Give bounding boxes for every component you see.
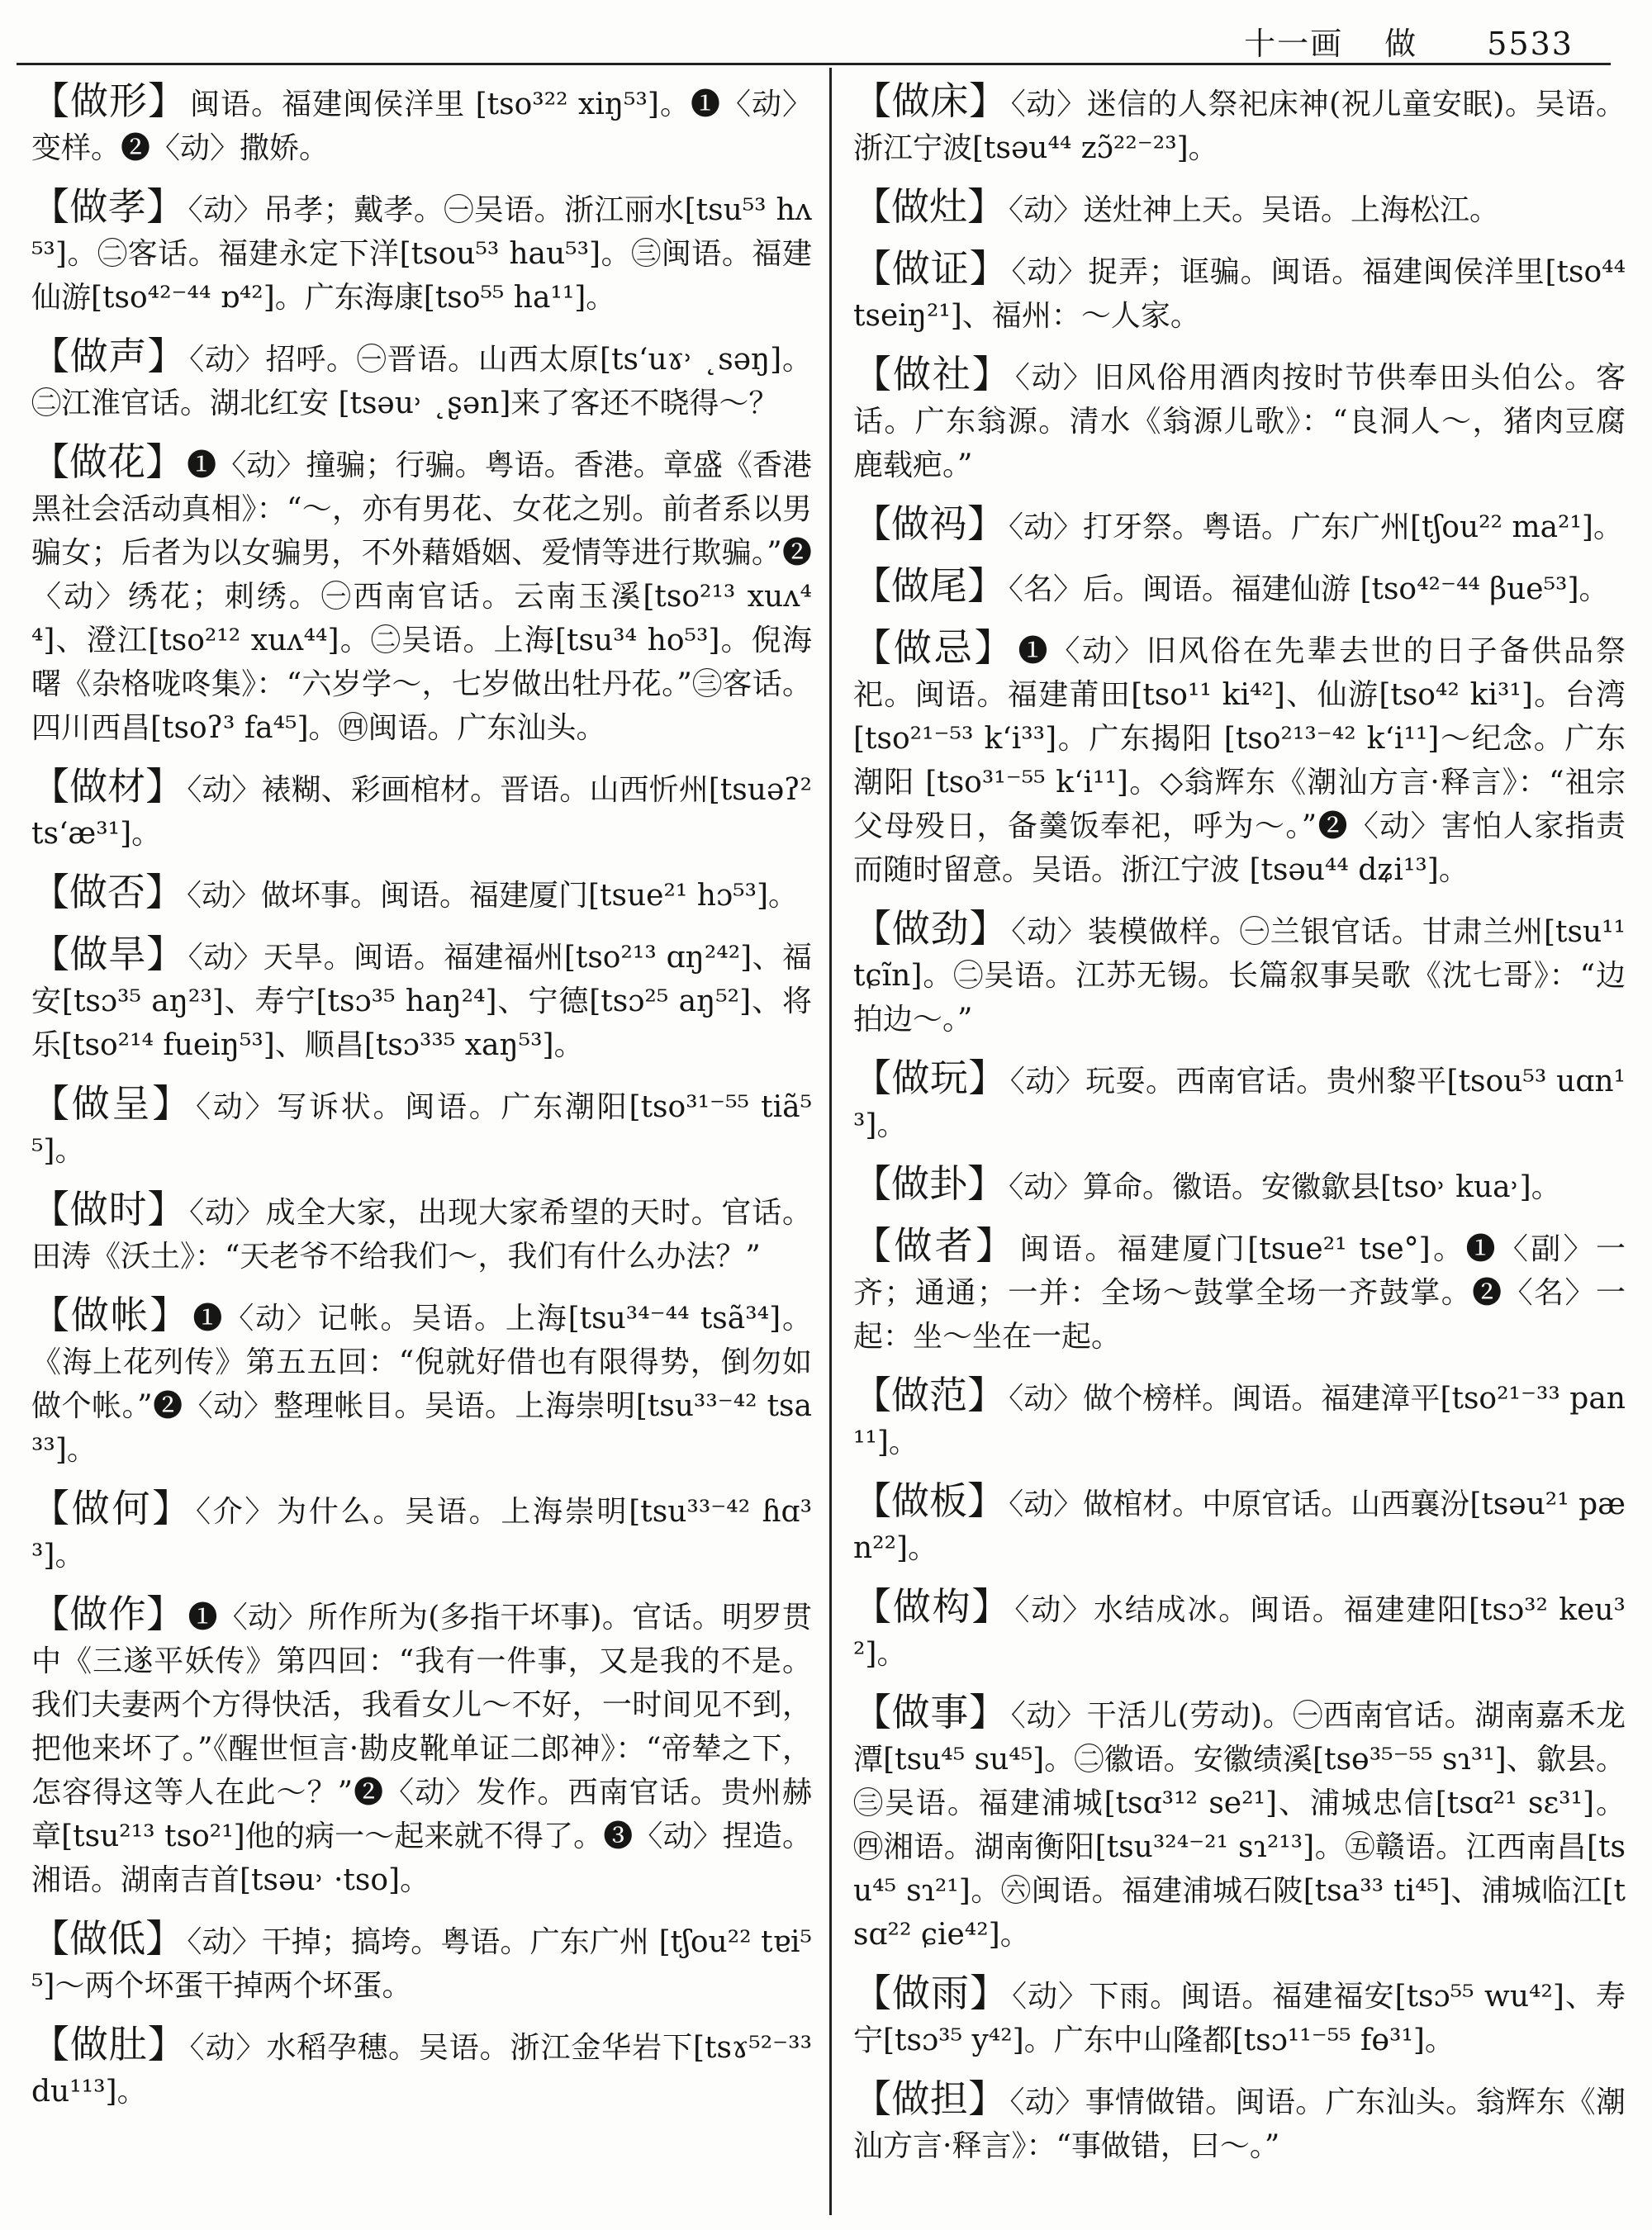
dictionary-entry (853, 185, 1626, 232)
entry-definition: 〈动〉事情做错。闽语。广东汕头。翁辉东《潮汕方言·释言》：“事做错，曰～。” (853, 2085, 1626, 2163)
entry-definition: 〈动〉装模做样。㊀兰银官话。甘肃兰州[tsu¹¹ tɕĩn]。㊁吴语。江苏无锡。长篇叙事吴歌《沈七哥》：“边拍边～。” (853, 915, 1626, 1037)
dictionary-entry (853, 247, 1626, 338)
entry-definition: 〈动〉捉弄；诓骗。闽语。福建闽侯洋里[tso⁴⁴ tseiŋ²¹]、福州：～人家。 (853, 255, 1626, 333)
dictionary-entry (853, 2077, 1626, 2168)
dictionary-entry (853, 1479, 1626, 1570)
entry-headword: 【做祃】 (853, 501, 1005, 546)
page-header (1244, 18, 1574, 64)
entry-headword: 【做构】 (853, 1584, 1012, 1629)
entry-definition: 〈动〉打牙祭。粤语。广东广州[tʃou²² ma²¹]。 (1009, 510, 1623, 544)
dictionary-entry (853, 626, 1626, 892)
entry-definition: 〈动〉招呼。㊀晋语。山西太原[tsʻuɤ˒ ˛səŋ]。㊁江淮官话。湖北红安 [tsəu˒ ˛ʂən]来了客还不晓得～？ (31, 343, 813, 420)
entry-headword: 【做板】 (853, 1478, 1006, 1523)
dictionary-entry (31, 765, 812, 856)
entry-definition: ❶〈动〉所作所为(多指干坏事)。官话。明罗贯中《三遂平妖传》第四回：“我有一件事，又是我的不是。我们夫妻两个方得快活，我看女儿～不好，一时间见不到，把他来坏了。”《醒世恒言·勘皮靴单证二郎神》：“帝辇之下，怎容得这等人在此～？”❷〈动〉发作。西南官话。贵州赫章[tsu²¹³ tso²¹]他的病一～起来就不得了。❸〈动〉捏造。湘语。湖南吉首[tsəu˒ ·tso]。 (31, 1601, 813, 1897)
entry-headword: 【做尾】 (853, 563, 1005, 608)
entry-headword: 【做低】 (31, 1916, 184, 1961)
dictionary-entry (31, 1293, 812, 1472)
entry-definition: 闽语。福建闽侯洋里 [tso³²² xiŋ⁵³]。❶〈动〉变样。❷〈动〉撒娇。 (31, 88, 812, 165)
dictionary-entry (31, 932, 812, 1067)
entry-definition: 〈动〉裱糊、彩画棺材。晋语。山西忻州[tsuəʔ² tsʻæ³¹]。 (31, 773, 812, 851)
entry-headword: 【做劲】 (853, 906, 1009, 951)
entry-definition: 〈动〉天旱。闽语。福建福州[tso²¹³ ɑŋ²⁴²]、福安[tsɔ³⁵ aŋ²³]、寿宁[tsɔ³⁵ haŋ²⁴]、宁德[tsɔ²⁵ aŋ⁵²]、将乐[tso²¹⁴ fueiŋ⁵³]、顺昌[tsɔ³³⁵ xaŋ⁵³]。 (31, 941, 812, 1062)
dictionary-entry (853, 564, 1626, 611)
entry-headword: 【做玩】 (853, 1056, 1007, 1100)
entry-headword: 【做旱】 (31, 932, 185, 976)
left-column (31, 79, 812, 2128)
entry-definition: ❶〈动〉撞骗；行骗。粤语。香港。章盛《香港黑社会活动真相》：“～，亦有男花、女花之别。前者系以男骗女；后者为以女骗男，不外藉婚姻、爱情等进行欺骗。”❷〈动〉绣花；刺绣。㊀西南官话。云南玉溪[tso²¹³ xuʌ⁴⁴]、澄江[tso²¹² xuʌ⁴⁴]。㊁吴语。上海[tsu³⁴ ho⁵³]。倪海曙《杂格咙咚集》：“六岁学～，七岁做出牡丹花。”㊂客话。四川西昌[tsoʔ³ fa⁴⁵]。㊃闽语。广东汕头。 (31, 448, 812, 745)
header-rule (17, 63, 1611, 65)
entry-definition: 〈动〉写诉状。闽语。广东潮阳[tso³¹⁻⁵⁵ tiã⁵⁵]。 (31, 1090, 812, 1168)
entry-headword: 【做担】 (853, 2076, 1007, 2121)
stroke-count-title: 十一画 (1244, 26, 1344, 62)
dictionary-entry (31, 1082, 812, 1173)
entry-definition: 〈动〉干掉；搞垮。粤语。广东广州 [tʃou²² tɐi⁵⁵]～两个坏蛋干掉两个坏蛋。 (31, 1925, 812, 2003)
entry-headword: 【做事】 (853, 1690, 1008, 1734)
dictionary-entry (853, 1162, 1626, 1209)
dictionary-entry (853, 1971, 1626, 2062)
entry-headword: 【做作】 (31, 1592, 185, 1636)
dictionary-entry (853, 1374, 1626, 1464)
entry-definition: 〈动〉下雨。闽语。福建福安[tsɔ⁵⁵ wu⁴²]、寿宁[tsɔ³⁵ y⁴²]。广东中山隆都[tsɔ¹¹⁻⁵⁵ fɵ³¹]。 (853, 1980, 1626, 2057)
entry-headword: 【做者】 (853, 1223, 1017, 1268)
entry-definition: ❶〈动〉记帐。吴语。上海[tsu³⁴⁻⁴⁴ tsã³⁴]。《海上花列传》第五五回：“倪就好借也有限得势，倒勿如做个帐。”❷〈动〉整理帐目。吴语。上海崇明[tsu³³⁻⁴² tsa³³]。 (31, 1302, 812, 1467)
entry-definition: 〈动〉做坏事。闽语。福建厦门[tsue²¹ hɔ⁵³]。 (187, 879, 799, 913)
dictionary-entry (31, 1188, 812, 1279)
dictionary-entry (31, 1917, 812, 2008)
entry-definition: 〈动〉成全大家，出现大家希望的天时。官话。田涛《沃土》：“天老爷不给我们～，我们有什么办法？” (31, 1196, 812, 1274)
dictionary-entry (853, 1691, 1626, 1957)
entry-headword: 【做范】 (853, 1373, 1006, 1417)
dictionary-entry (31, 440, 812, 750)
entry-headword: 【做肚】 (31, 2022, 187, 2066)
column-divider (829, 68, 832, 2215)
dictionary-entry (31, 1592, 812, 1902)
entry-definition: 〈动〉水结成冰。闽语。福建建阳[tsɔ³² keu³²]。 (853, 1593, 1626, 1671)
entry-headword: 【做雨】 (853, 1971, 1009, 2015)
entry-headword: 【做忌】 (853, 625, 1015, 670)
entry-headword: 【做孝】 (31, 184, 185, 229)
entry-headword: 【做花】 (31, 439, 184, 484)
entry-headword: 【做社】 (853, 352, 1012, 396)
entry-headword: 【做卦】 (853, 1161, 1005, 1206)
entry-definition: ❶〈动〉旧风俗在先辈去世的日子备供品祭祀。闽语。福建莆田[tso¹¹ ki⁴²]、仙游[tso⁴² ki³¹]。台湾[tso²¹⁻⁵³ kʻi³³]。广东揭阳 [tso²¹³⁻⁴² kʻi¹¹]～纪念。广东潮阳 [tso³¹⁻⁵⁵ kʻi¹¹]。◇翁辉东《潮汕方言·释言》：“祖宗父母殁日，备羹饭奉祀，呼为～。”❷〈动〉害怕人家指责而随时留意。吴语。浙江宁波 [tsəu⁴⁴ dʑi¹³]。 (853, 634, 1626, 887)
dictionary-entry (31, 79, 812, 170)
dictionary-entry (31, 2023, 812, 2114)
right-column (853, 79, 1626, 2183)
dictionary-entry (853, 907, 1626, 1041)
entry-headword: 【做否】 (31, 870, 183, 914)
entry-headword: 【做材】 (31, 764, 184, 809)
entry-definition: 〈动〉迷信的人祭祀床神(祝儿童安眠)。吴语。浙江宁波[tsəu⁴⁴ zɔ̃²²⁻²³]。 (853, 88, 1626, 165)
entry-headword: 【做何】 (31, 1486, 192, 1530)
entry-definition: 〈动〉做棺材。中原官话。山西襄汾[tsəu²¹ pæn²²]。 (853, 1487, 1626, 1565)
entry-definition: 〈动〉吊孝；戴孝。㊀吴语。浙江丽水[tsu⁵³ hʌ⁵³]。㊁客话。福建永定下洋[tsou⁵³ hau⁵³]。㊂闽语。福建仙游[tso⁴²⁻⁴⁴ ɒ⁴²]。广东海康[tso⁵⁵ ha¹¹]。 (31, 193, 812, 315)
entry-headword: 【做灶】 (853, 184, 1005, 229)
entry-definition: 闽语。福建厦门[tsue²¹ tse°]。❶〈副〉一齐；通通；一并：全场～鼓掌全场一齐鼓掌。❷〈名〉一起：坐～坐在一起。 (853, 1232, 1626, 1354)
entry-definition: 〈动〉旧风俗用酒肉按时节供奉田头伯公。客话。广东翁源。清水《翁源儿歌》：“良洞人～，猪肉豆腐鹿载疤。” (853, 361, 1626, 482)
dictionary-entry (31, 185, 812, 320)
dictionary-entry (853, 502, 1626, 549)
dictionary-entry (31, 871, 812, 918)
entry-headword: 【做时】 (31, 1187, 187, 1231)
entry-definition: 〈动〉玩耍。西南官话。贵州黎平[tsou⁵³ uɑn¹³]。 (853, 1065, 1626, 1142)
page-number: 5533 (1487, 26, 1574, 62)
entry-headword: 【做形】 (31, 78, 188, 123)
entry-headword: 【做床】 (853, 78, 1008, 123)
entry-definition: 〈动〉算命。徽语。安徽歙县[tso˒ kua˒]。 (1009, 1170, 1561, 1204)
dictionary-entry (31, 334, 812, 425)
entry-headword: 【做声】 (31, 334, 187, 378)
entry-headword: 【做呈】 (31, 1081, 193, 1126)
entry-headword: 【做证】 (853, 246, 1009, 291)
dictionary-entry (31, 1487, 812, 1578)
entry-definition: 〈名〉后。闽语。福建仙游 [tso⁴²⁻⁴⁴ βue⁵³]。 (1009, 572, 1609, 606)
dictionary-entry (853, 1224, 1626, 1359)
dictionary-entry (853, 79, 1626, 170)
dictionary-entry (853, 353, 1626, 487)
entry-definition: 〈动〉干活儿(劳动)。㊀西南官话。湖南嘉禾龙潭[tsu⁴⁵ su⁴⁵]。㊁徽语。安徽绩溪[tsɵ³⁵⁻⁵⁵ sɿ³¹]、歙县。㊂吴语。福建浦城[tsɑ³¹² se²¹]、浦城忠信[tsɑ²¹ sɛ³¹]。㊃湘语。湖南衡阳[tsu³²⁴⁻²¹ sɿ²¹³]。㊄赣语。江西南昌[tsu⁴⁵ sɿ²¹]。㊅闽语。福建浦城石陂[tsa³³ ti⁴⁵]、浦城临江[tsɑ²² ɕie⁴²]。 (853, 1699, 1626, 1952)
header-character: 做 (1384, 26, 1418, 62)
entry-definition: 〈动〉做个榜样。闽语。福建漳平[tso²¹⁻³³ pan¹¹]。 (853, 1382, 1626, 1459)
dictionary-entry (853, 1585, 1626, 1676)
entry-headword: 【做帐】 (31, 1293, 190, 1337)
entry-definition: 〈动〉送灶神上天。吴语。上海松江。 (1009, 193, 1500, 227)
entry-definition: 〈介〉为什么。吴语。上海崇明[tsu³³⁻⁴² ɦɑ³³]。 (31, 1495, 812, 1573)
dictionary-entry (853, 1056, 1626, 1147)
entry-definition: 〈动〉水稻孕穗。吴语。浙江金华岩下[tsɤ⁵²⁻³³ du¹¹³]。 (31, 2031, 812, 2109)
